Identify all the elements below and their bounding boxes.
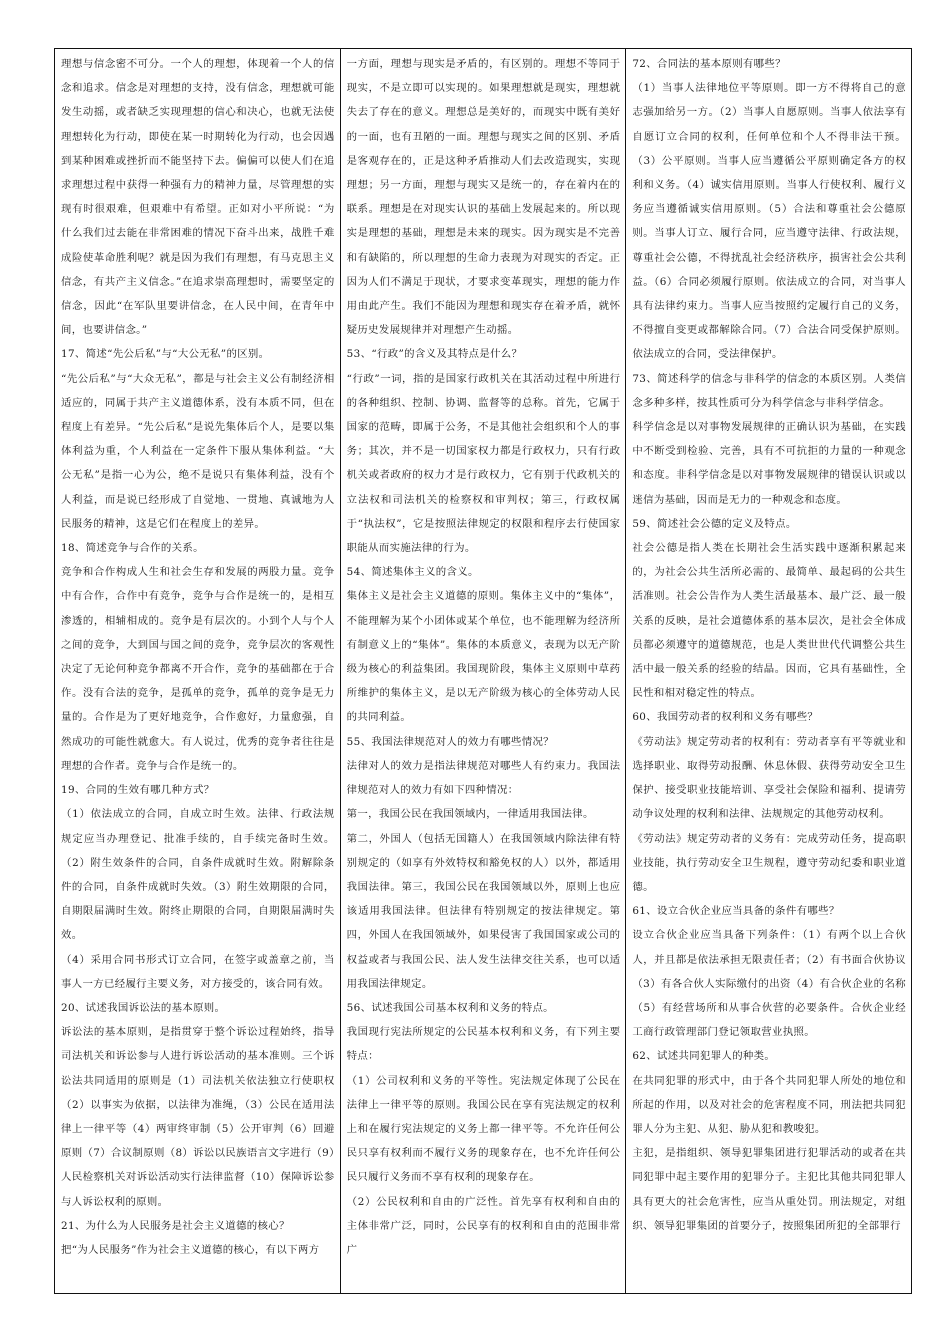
paragraph: 社会公德是指人类在长期社会生活实践中逐渐积累起来的，为社会公共生活所必需的、最简单、最起码的公共生活准则。社会公告作为人类生活最基本、最广泛、最一般关系的反映，是社会道德体系的基本层次，是社会全体成员都必须遵守的道德规范，也是人类世世代代调整公共生活中最一般关系的经验的结晶。因而，它具有基础性，全民性和相对稳定性的特点。: [632, 542, 907, 700]
column-left: [55, 49, 341, 1293]
paragraph: “先公后私”与“大众无私”，都是与社会主义公有制经济相适应的，同属于共产主义道德体系，没有本质不同，但在程度上有差异。“先公后私”是说先集体后个人，是要以集体利益为重，个人利益在一定条件下服从集体利益。“大公无私”是指一心为公，绝不是说只有集体利益，没有个人利益，而是说已经形成了自觉地、一贯地、真诚地为人民服务的精神，这是它们在程度上的差异。: [61, 372, 335, 530]
paragraph: 法律对人的效力是指法律规范对哪些人有约束力。我国法律规范对人的效力有如下四种情况：: [346, 759, 621, 797]
paragraph: 20、试述我国诉讼法的基本原则。: [61, 1001, 226, 1014]
paragraph: 理想与信念密不可分。一个人的理想，体现着一个人的信念和追求。信念是对理想的支持，没有信念，理想就可能发生动摇，或者缺乏实现理想的信心和决心，也就无法使理想转化为行动，即使在某一时期转化为行动，也会因遇到某种困难或挫折而不能坚持下去。偏偏可以使人们在追求理想过程中获得一种强有力的精神力量，尽管理想的实现有时很艰难，但艰难中有希望。正如对小平所说：“为什么我们过去能在非常困难的情况下奋斗出来，战胜千难成险使革命胜利呢？就是因为我们有理想，有马克思主义信念，有共产主义信念。”在追求崇高理想时，需要坚定的信念，因此“在军队里要讲信念，在人民中间，在青年中间，也要讲信念。”: [61, 58, 335, 337]
paragraph: （1）公司权利和义务的平等性。宪法规定体现了公民在法律上一律平等的原则。我国公民在享有宪法规定的权利上和在履行宪法规定的义务上都一律平等。不允许任何公民只享有权利而不履行义务的现象存在，也不允许任何公民只履行义务而不享有权利的现象存在。: [346, 1074, 621, 1184]
paragraph: 59、简述社会公德的定义及特点。: [632, 517, 797, 530]
column-right: [626, 49, 911, 1293]
paragraph: 集体主义是社会主义道德的原则。集体主义中的“集体”，不能理解为某个小团体或某个单位，也不能理解为经济所有制意义上的“集体”。集体的本质意义，表现为以无产阶级为核心的利益集团。我国现阶段，集体主义原则中草药所维护的集体主义，是以无产阶级为核心的全体劳动人民的共同利益。: [346, 590, 621, 724]
paragraph: 21、为什么为人民服务是社会主义道德的核心？: [61, 1219, 290, 1232]
paragraph: 《劳动法》规定劳动者的权利有：劳动者享有平等就业和选择职业、取得劳动报酬、休息休假、获得劳动安全卫生保护、接受职业技能培训、享受社会保险和福利、提请劳动争议处理的权利和法律、法规规定的其他劳动权利。: [632, 735, 907, 821]
paragraph: 设立合伙企业应当具备下列条件：（1）有两个以上合伙人，并且都是依法承担无限责任者；（2）有书面合伙协议（3）有各合伙人实际缴付的出资（4）有合伙企业的名称（5）有经营场所和从事合伙营的必要条件。合伙企业经工商行政管理部门登记领取营业执照。: [632, 929, 907, 1039]
paragraph: 在共同犯罪的形式中，由于各个共同犯罪人所处的地位和所起的作用，以及对社会的危害程度不同，刑法把共同犯罪人分为主犯、从犯、胁从犯和教唆犯。: [632, 1074, 907, 1135]
paragraph: 科学信念是以对事物发展规律的正确认识为基础，在实践中不断受到检验、完善，具有不可抗拒的力量的一种观念和态度。非科学信念是以对事物发展规律的错误认识或以迷信为基础，因而是无力的一种观念和态度。: [632, 421, 907, 506]
paragraph: 73、简述科学的信念与非科学的信念的本质区别。人类信念多种多样，按其性质可分为科学信念与非科学信念。: [632, 372, 907, 409]
paragraph: 55、我国法律规范对人的效力有哪些情况？: [346, 735, 554, 748]
paragraph: （4）采用合同书形式订立合同，在签字或盖章之前，当事人一方已经履行主要义务，对方接受的，该合同有效。: [61, 953, 335, 990]
paragraph: 72、合同法的基本原则有哪些？: [632, 58, 786, 70]
paragraph: 第二，外国人（包括无国籍人）在我国领域内除法律有特别规定的（如享有外效特权和豁免权的人）以外，都适用我国法律。第三，我国公民在我国领域以外，原则上也应该适用我国法律。但法律有特别规定的按法律规定。第四，外国人在我国领域外，如果侵害了我国国家或公司的权益或者与我国公民、法人发生法律交往关系，也可以适用我国法律规定。: [346, 832, 621, 990]
paragraph: 61、设立合伙企业应当具备的条件有哪些？: [632, 905, 840, 918]
paragraph: 19、合同的生效有哪几种方式？: [61, 784, 215, 797]
paragraph: 主犯，是指组织、领导犯罪集团进行犯罪活动的或者在共同犯罪中起主要作用的犯罪分子。主犯比其他共同犯罪人具有更大的社会危害性，应当从重处罚。刑法规定，对组织、领导犯罪集团的首要分子，按照集团所犯的全部罪行: [632, 1147, 907, 1232]
paragraph: 我国现行宪法所规定的公民基本权利和义务，有下列主要特点：: [346, 1026, 621, 1063]
paragraph: 53、“行政”的含义及其特点是什么？: [346, 348, 523, 361]
paragraph: 18、简述竞争与合作的关系。: [61, 542, 204, 555]
paragraph: 62、试述共同犯罪人的种类。: [632, 1050, 776, 1063]
paragraph: 竞争和合作构成人生和社会生存和发展的两股力量。竞争中有合作，合作中有竞争，竞争与合作是统一的，是相互渗透的，相辅相成的。竞争是有层次的。小到个人与个人之间的竞争，大到国与国之间的竞争，竞争层次的客观性决定了无论何种竞争都离不开合作，竞争的基础都在于合作。没有合法的竞争，是孤单的竞争，孤单的竞争是无力量的。合作是为了更好地竞争，合作愈好，力量愈强，自然成功的可能性就愈大。有人说过，优秀的竞争者往往是理想的合作者。竞争与合作是统一的。: [61, 566, 335, 772]
paragraph: 60、我国劳动者的权利和义务有哪些？: [632, 711, 819, 724]
paragraph: （2）公民权利和自由的广泛性。首先享有权利和自由的主体非常广泛，同时，公民享有的权利和自由的范围非常广: [346, 1195, 621, 1256]
paragraph: （1）依法成立的合同，自成立时生效。法律、行政法规规定应当办理登记、批准手续的，自手续完备时生效。（2）附生效条件的合同，自条件成就时生效。附解除条件的合同，自条件成就时失效。（3）附生效期限的合同，自期限届满时生效。附终止期限的合同，自期限届满时失效。: [61, 808, 335, 942]
paragraph: （1）当事人法律地位平等原则。即一方不得将自己的意志强加给另一方。（2）当事人自愿原则。当事人依法享有自愿订立合同的权利，任何单位和个人不得非法干预。（3）公平原则。当事人应当遵循公平原则确定各方的权利和义务。（4）诚实信用原则。当事人行使权利、履行义务应当遵循诚实信用原则。（5）合法和尊重社会公德原则。当事人订立、履行合同，应当遵守法律、行政法规，尊重社会公德，不得扰乱社会经济秩序，损害社会公共利益。（6）合同必须履行原则。依法成立的合同，对当事人具有法律约束力。当事人应当按照约定履行自己的义务，不得擅自变更或都解除合同。（7）合法合同受保护原则。依法成立的合同，受法律保护。: [632, 82, 907, 361]
paragraph: 第一，我国公民在我国领域内，一律适用我国法律。: [346, 808, 594, 821]
paragraph: 《劳动法》规定劳动者的义务有：完成劳动任务，提高职业技能，执行劳动安全卫生规程，遵守劳动纪委和职业道德。: [632, 832, 907, 893]
paragraph: 把“为人民服务”作为社会主义道德的核心，有以下两方: [61, 1243, 320, 1256]
column-middle: [341, 49, 627, 1293]
paragraph: “行政”一词，指的是国家行政机关在其活动过程中所进行的各种组织、控制、协调、监督等的总称。首先，它属于国家的范畴，即属于公务，不是其他社会组织和个人的事务；其次，并不是一切国家权力都是行政权力，只有行政机关或者政府的权力才是行政权力，它有别于代政机关的立法权和司法机关的检察权和审判权；第三，行政权属于“执法权”，它是按照法律规定的权限和程序去行使国家职能从而实施法律的行为。: [346, 372, 621, 555]
paragraph: 54、简述集体主义的含义。: [346, 566, 479, 579]
paragraph: 诉讼法的基本原则，是指贯穿于整个诉讼过程始终，指导司法机关和诉讼参与人进行诉讼活动的基本准则。三个诉讼法共同适用的原则是（1）司法机关依法独立行使职权（2）以事实为依据，以法律为准绳，（3）公民在适用法律上一律平等（4）两审终审制（5）公开审判（6）回避原则（7）合议制原则（8）诉讼以民族语言文字进行（9）人民检察机关对诉讼活动实行法律监督（10）保障诉讼参与人诉讼权利的原则。: [61, 1026, 335, 1208]
paragraph: 17、简述“先公后私”与“大公无私”的区别。: [61, 348, 270, 361]
document-page: [54, 48, 912, 1294]
paragraph: 一方面，理想与现实是矛盾的，有区别的。理想不等同于现实，不是立即可以实现的。如果理想就是现实，理想就失去了存在的意义。理想总是美好的，而现实中既有美好的一面，也有丑陋的一面。理想与现实之间的区别、矛盾是客观存在的，正是这种矛盾推动人们去改造现实，实现理想；另一方面，理想与现实又是统一的，存在着内在的联系。理想是在对现实认识的基础上发展起来的。所以现实是理想的基础，理想是未来的现实。因为现实是不完善和有缺陷的，所以理想的生命力表现为对现实的否定。正因为人们不满足于现状，才要求变革现实，理想的能力作用由此产生。我们不能因为理想和现实存在着矛盾，就怀疑历史发展规律并对理想产生动摇。: [346, 58, 621, 337]
paragraph: 56、试述我国公司基本权利和义务的特点。: [346, 1001, 554, 1014]
